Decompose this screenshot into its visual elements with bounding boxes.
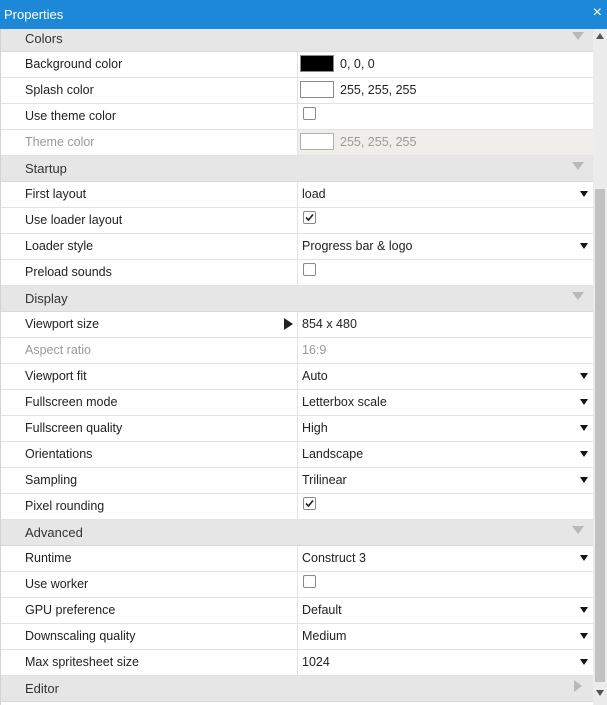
divider xyxy=(297,546,298,571)
fullscreen-mode-value[interactable]: Letterbox scale xyxy=(302,395,387,409)
divider xyxy=(297,182,298,207)
divider xyxy=(297,104,298,129)
max-spritesheet-size-label: Max spritesheet size xyxy=(25,655,139,669)
background-color-value[interactable]: 0, 0, 0 xyxy=(340,57,375,71)
divider xyxy=(297,338,298,363)
divider xyxy=(297,390,298,415)
row-fullscreen-quality[interactable] xyxy=(1,416,593,442)
expand-arrow-icon[interactable] xyxy=(283,318,293,330)
row-splash-color xyxy=(1,78,593,104)
divider xyxy=(297,312,298,337)
use-worker-checkbox[interactable] xyxy=(303,575,316,588)
close-icon[interactable]: × xyxy=(592,4,602,21)
theme-color-value: 255, 255, 255 xyxy=(340,135,417,149)
divider xyxy=(297,52,298,77)
divider xyxy=(297,494,298,519)
vertical-scrollbar[interactable] xyxy=(593,29,607,705)
sampling-label: Sampling xyxy=(25,473,78,487)
row-orientations[interactable] xyxy=(1,442,593,468)
runtime-value[interactable]: Construct 3 xyxy=(302,551,366,565)
divider xyxy=(297,650,298,675)
splash-color-value[interactable]: 255, 255, 255 xyxy=(340,83,417,97)
chevron-down-icon[interactable] xyxy=(580,242,588,250)
divider xyxy=(297,442,298,467)
row-loader-style[interactable] xyxy=(1,234,593,260)
chevron-down-icon[interactable] xyxy=(580,398,588,406)
divider xyxy=(297,624,298,649)
preload-sounds-label: Preload sounds xyxy=(25,265,112,279)
row-preload-sounds xyxy=(1,260,593,286)
collapse-icon[interactable] xyxy=(572,30,584,42)
row-downscaling-quality[interactable] xyxy=(1,624,593,650)
section-editor-label: Editor xyxy=(25,681,59,696)
viewport-size-label: Viewport size xyxy=(25,317,100,331)
downscaling-quality-value[interactable]: Medium xyxy=(302,629,347,643)
divider xyxy=(297,572,298,597)
downscaling-quality-label: Downscaling quality xyxy=(25,629,136,643)
chevron-down-icon[interactable] xyxy=(580,190,588,198)
chevron-down-icon[interactable] xyxy=(580,476,588,484)
divider xyxy=(297,598,298,623)
section-advanced[interactable] xyxy=(1,520,593,546)
viewport-size-value[interactable]: 854 x 480 xyxy=(302,317,357,331)
divider xyxy=(297,260,298,285)
section-editor[interactable] xyxy=(1,676,593,702)
use-loader-layout-label: Use loader layout xyxy=(25,213,123,227)
divider xyxy=(297,208,298,233)
aspect-ratio-label: Aspect ratio xyxy=(25,343,92,357)
section-colors[interactable] xyxy=(1,29,593,52)
divider xyxy=(297,234,298,259)
row-pixel-rounding xyxy=(1,494,593,520)
orientations-value[interactable]: Landscape xyxy=(302,447,364,461)
row-viewport-size xyxy=(1,312,593,338)
row-sampling[interactable] xyxy=(1,468,593,494)
row-fullscreen-mode[interactable] xyxy=(1,390,593,416)
scroll-up-arrow-icon[interactable] xyxy=(596,33,604,39)
row-max-spritesheet-size[interactable] xyxy=(1,650,593,676)
row-viewport-fit[interactable] xyxy=(1,364,593,390)
viewport-fit-label: Viewport fit xyxy=(25,369,87,383)
fullscreen-quality-label: Fullscreen quality xyxy=(25,421,123,435)
section-display-label: Display xyxy=(25,291,68,306)
divider xyxy=(297,468,298,493)
fullscreen-quality-value[interactable]: High xyxy=(302,421,328,435)
row-use-theme-color xyxy=(1,104,593,130)
pixel-rounding-checkbox[interactable] xyxy=(303,497,316,510)
first-layout-value[interactable]: load xyxy=(302,187,326,201)
row-background-color xyxy=(1,52,593,78)
theme-color-label: Theme color xyxy=(25,135,95,149)
use-theme-color-label: Use theme color xyxy=(25,109,117,123)
row-use-worker xyxy=(1,572,593,598)
chevron-down-icon[interactable] xyxy=(580,632,588,640)
loader-style-label: Loader style xyxy=(25,239,94,253)
divider xyxy=(297,130,298,155)
scrollbar-thumb[interactable] xyxy=(595,189,605,682)
use-worker-label: Use worker xyxy=(25,577,89,591)
use-theme-color-checkbox[interactable] xyxy=(303,107,316,120)
orientations-label: Orientations xyxy=(25,447,93,461)
section-advanced-label: Advanced xyxy=(25,525,83,540)
max-spritesheet-size-value[interactable]: 1024 xyxy=(302,655,330,669)
properties-list xyxy=(1,29,593,702)
divider xyxy=(297,78,298,103)
row-theme-color xyxy=(1,130,593,156)
row-first-layout[interactable] xyxy=(1,182,593,208)
row-use-loader-layout xyxy=(1,208,593,234)
gpu-preference-label: GPU preference xyxy=(25,603,116,617)
section-startup-label: Startup xyxy=(25,161,67,176)
chevron-down-icon[interactable] xyxy=(580,658,588,666)
divider xyxy=(297,364,298,389)
loader-style-value[interactable]: Progress bar & logo xyxy=(302,239,413,253)
collapse-icon[interactable] xyxy=(572,160,584,172)
title-bar xyxy=(0,0,607,29)
section-display[interactable] xyxy=(1,286,593,312)
row-runtime[interactable] xyxy=(1,546,593,572)
checkmark-icon xyxy=(305,213,314,222)
window-title: Properties xyxy=(4,7,64,22)
splash-color-label: Splash color xyxy=(25,83,94,97)
collapse-icon[interactable] xyxy=(572,524,584,536)
first-layout-label: First layout xyxy=(25,187,87,201)
scroll-down-arrow-icon[interactable] xyxy=(596,690,604,696)
chevron-down-icon[interactable] xyxy=(580,450,588,458)
divider xyxy=(297,416,298,441)
viewport-fit-value[interactable]: Auto xyxy=(302,369,328,383)
collapse-icon[interactable] xyxy=(572,290,584,302)
row-gpu-preference[interactable] xyxy=(1,598,593,624)
pixel-rounding-label: Pixel rounding xyxy=(25,499,105,513)
preload-sounds-checkbox[interactable] xyxy=(303,263,316,276)
chevron-down-icon[interactable] xyxy=(580,606,588,614)
background-color-label: Background color xyxy=(25,57,123,71)
use-loader-layout-checkbox[interactable] xyxy=(303,211,316,224)
fullscreen-mode-label: Fullscreen mode xyxy=(25,395,118,409)
gpu-preference-value[interactable]: Default xyxy=(302,603,342,617)
runtime-label: Runtime xyxy=(25,551,72,565)
properties-panel xyxy=(0,29,593,705)
expand-icon[interactable] xyxy=(572,680,584,692)
checkmark-icon xyxy=(305,499,314,508)
splash-color-swatch[interactable] xyxy=(300,81,334,98)
chevron-down-icon[interactable] xyxy=(580,372,588,380)
background-color-swatch[interactable] xyxy=(300,55,334,72)
section-colors-label: Colors xyxy=(25,31,63,46)
theme-color-swatch xyxy=(300,133,334,150)
chevron-down-icon[interactable] xyxy=(580,554,588,562)
chevron-down-icon[interactable] xyxy=(580,424,588,432)
section-startup[interactable] xyxy=(1,156,593,182)
sampling-value[interactable]: Trilinear xyxy=(302,473,347,487)
row-aspect-ratio xyxy=(1,338,593,364)
aspect-ratio-value: 16:9 xyxy=(302,343,327,357)
